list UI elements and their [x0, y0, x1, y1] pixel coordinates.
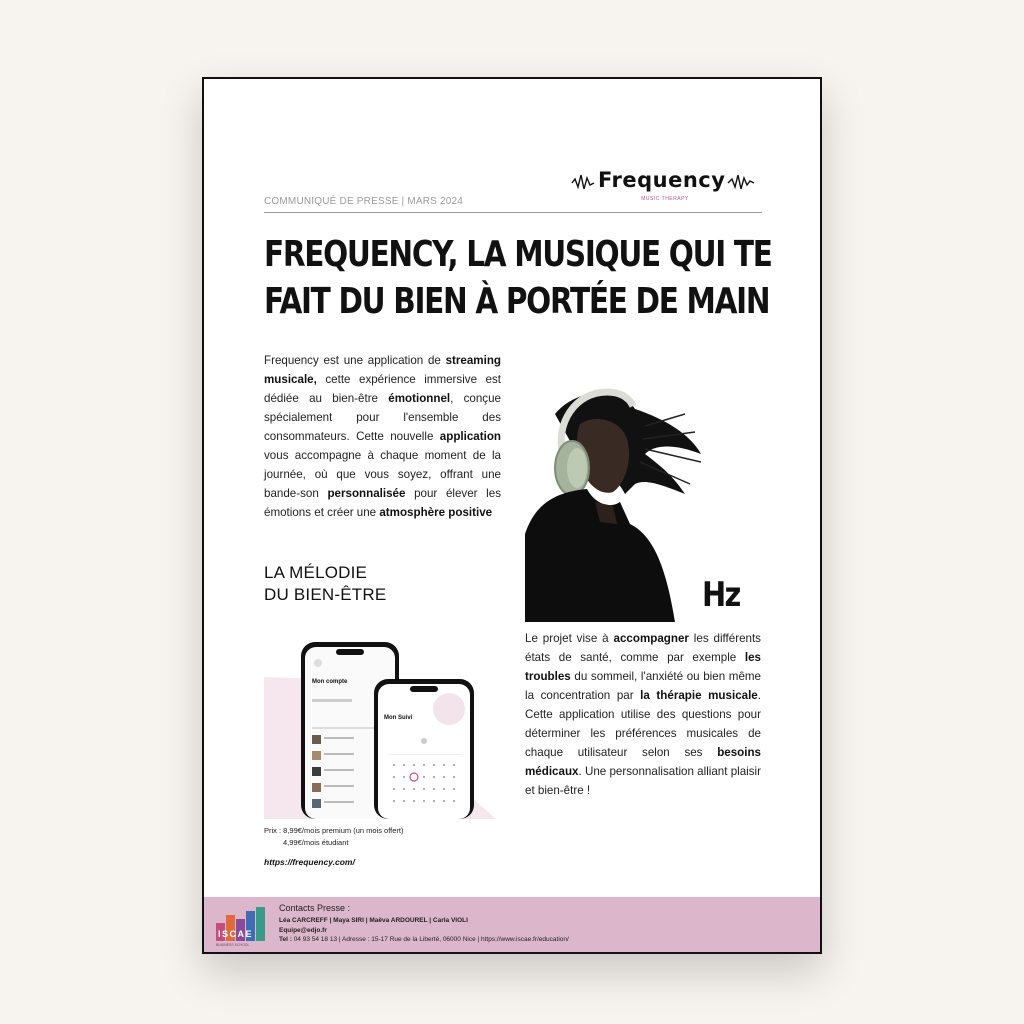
intro-text: pour élever les émotions et créer une — [264, 487, 502, 519]
footer-contacts — [204, 897, 820, 952]
press-kicker: COMMUNIQUÉ DE PRESSE | MARS 2024 — [264, 196, 464, 207]
project-paragraph — [525, 629, 761, 800]
tel-label: Tel : — [279, 936, 292, 943]
project-text: . Cette application utilise des questions pour déterminer les préférences musicales de chaque utilisateur selon ses — [525, 689, 761, 759]
screen2-title: Mon Suivi — [384, 715, 413, 721]
intro-text: , conçue spécialement pour l'ensemble des consommateurs. Cette nouvelle — [264, 392, 501, 443]
price-student: 4,99€/mois étudiant — [283, 838, 349, 847]
project-text: . Une personnalisation alliant plaisir et bien-être ! — [525, 765, 761, 797]
intro-bold: application — [439, 430, 501, 443]
project-text: du sommeil, l'anxiété ou bien même la concentration par — [525, 670, 761, 702]
pricing — [264, 825, 404, 849]
address-text: 04 93 54 18 13 | Adresse : 15-17 Rue de la Liberté, 06000 Nice | https://www.iscae.fr/education/ — [291, 936, 569, 943]
contacts-address — [279, 936, 569, 943]
intro-bold: atmosphère positive — [379, 506, 493, 519]
app-phones-mockup — [264, 639, 496, 819]
headline — [264, 231, 789, 325]
project-bold: accompagner — [613, 632, 689, 645]
intro-text: cette expérience immersive est dédiée au bien-être — [264, 373, 501, 405]
intro-text: vous accompagne à chaque moment de la journée, où que vous soyez, offrant une bande-son — [264, 449, 501, 500]
project-bold: les troubles — [525, 651, 761, 683]
melodie-heading — [264, 562, 464, 606]
intro-text: Frequency est une application de — [264, 354, 446, 367]
contacts-email[interactable]: Equipe@edjo.fr — [279, 927, 327, 934]
melodie-line-2: DU BIEN-ÊTRE — [264, 585, 387, 604]
website-link[interactable]: https://frequency.com/ — [264, 857, 355, 867]
logo-tagline: MUSIC THERAPY — [641, 196, 689, 202]
project-text: les différents états de santé, comme par exemple — [525, 632, 761, 664]
logo-wordmark: Frequency — [598, 168, 726, 192]
screen1-title: Mon compte — [312, 679, 348, 685]
contacts-title: Contacts Presse : — [279, 903, 351, 913]
project-bold: besoins médicaux — [525, 746, 761, 778]
project-bold: la thérapie musicale — [640, 689, 758, 702]
iscae-wordmark: ISCAE — [218, 929, 254, 939]
melodie-line-1: LA MÉLODIE — [264, 563, 368, 582]
contacts-names: Léa CARCREFF | Maya SIRI | Maëva ARDOUREL | Carla VIOLI — [279, 917, 468, 924]
frequency-logo — [570, 167, 760, 203]
intro-bold: personnalisée — [327, 487, 406, 500]
press-release-page — [202, 77, 822, 954]
woman-headphones-photo — [525, 384, 701, 622]
iscae-logo — [214, 905, 270, 947]
intro-bold: émotionnel — [388, 392, 451, 405]
hz-label: Hz — [702, 575, 740, 615]
intro-bold: streaming musicale, — [264, 354, 501, 386]
intro-paragraph — [264, 351, 501, 522]
headline-line-2: FAIT DU BIEN À PORTÉE DE MAIN — [264, 281, 770, 322]
price-premium: Prix : 8,99€/mois premium (un mois offert) — [264, 826, 404, 835]
headline-line-1: FREQUENCY, LA MUSIQUE QUI TE — [264, 234, 772, 275]
header-divider — [264, 212, 762, 213]
project-text: Le projet vise à — [525, 632, 614, 645]
iscae-sub: BUSINESS SCHOOL — [216, 943, 250, 947]
